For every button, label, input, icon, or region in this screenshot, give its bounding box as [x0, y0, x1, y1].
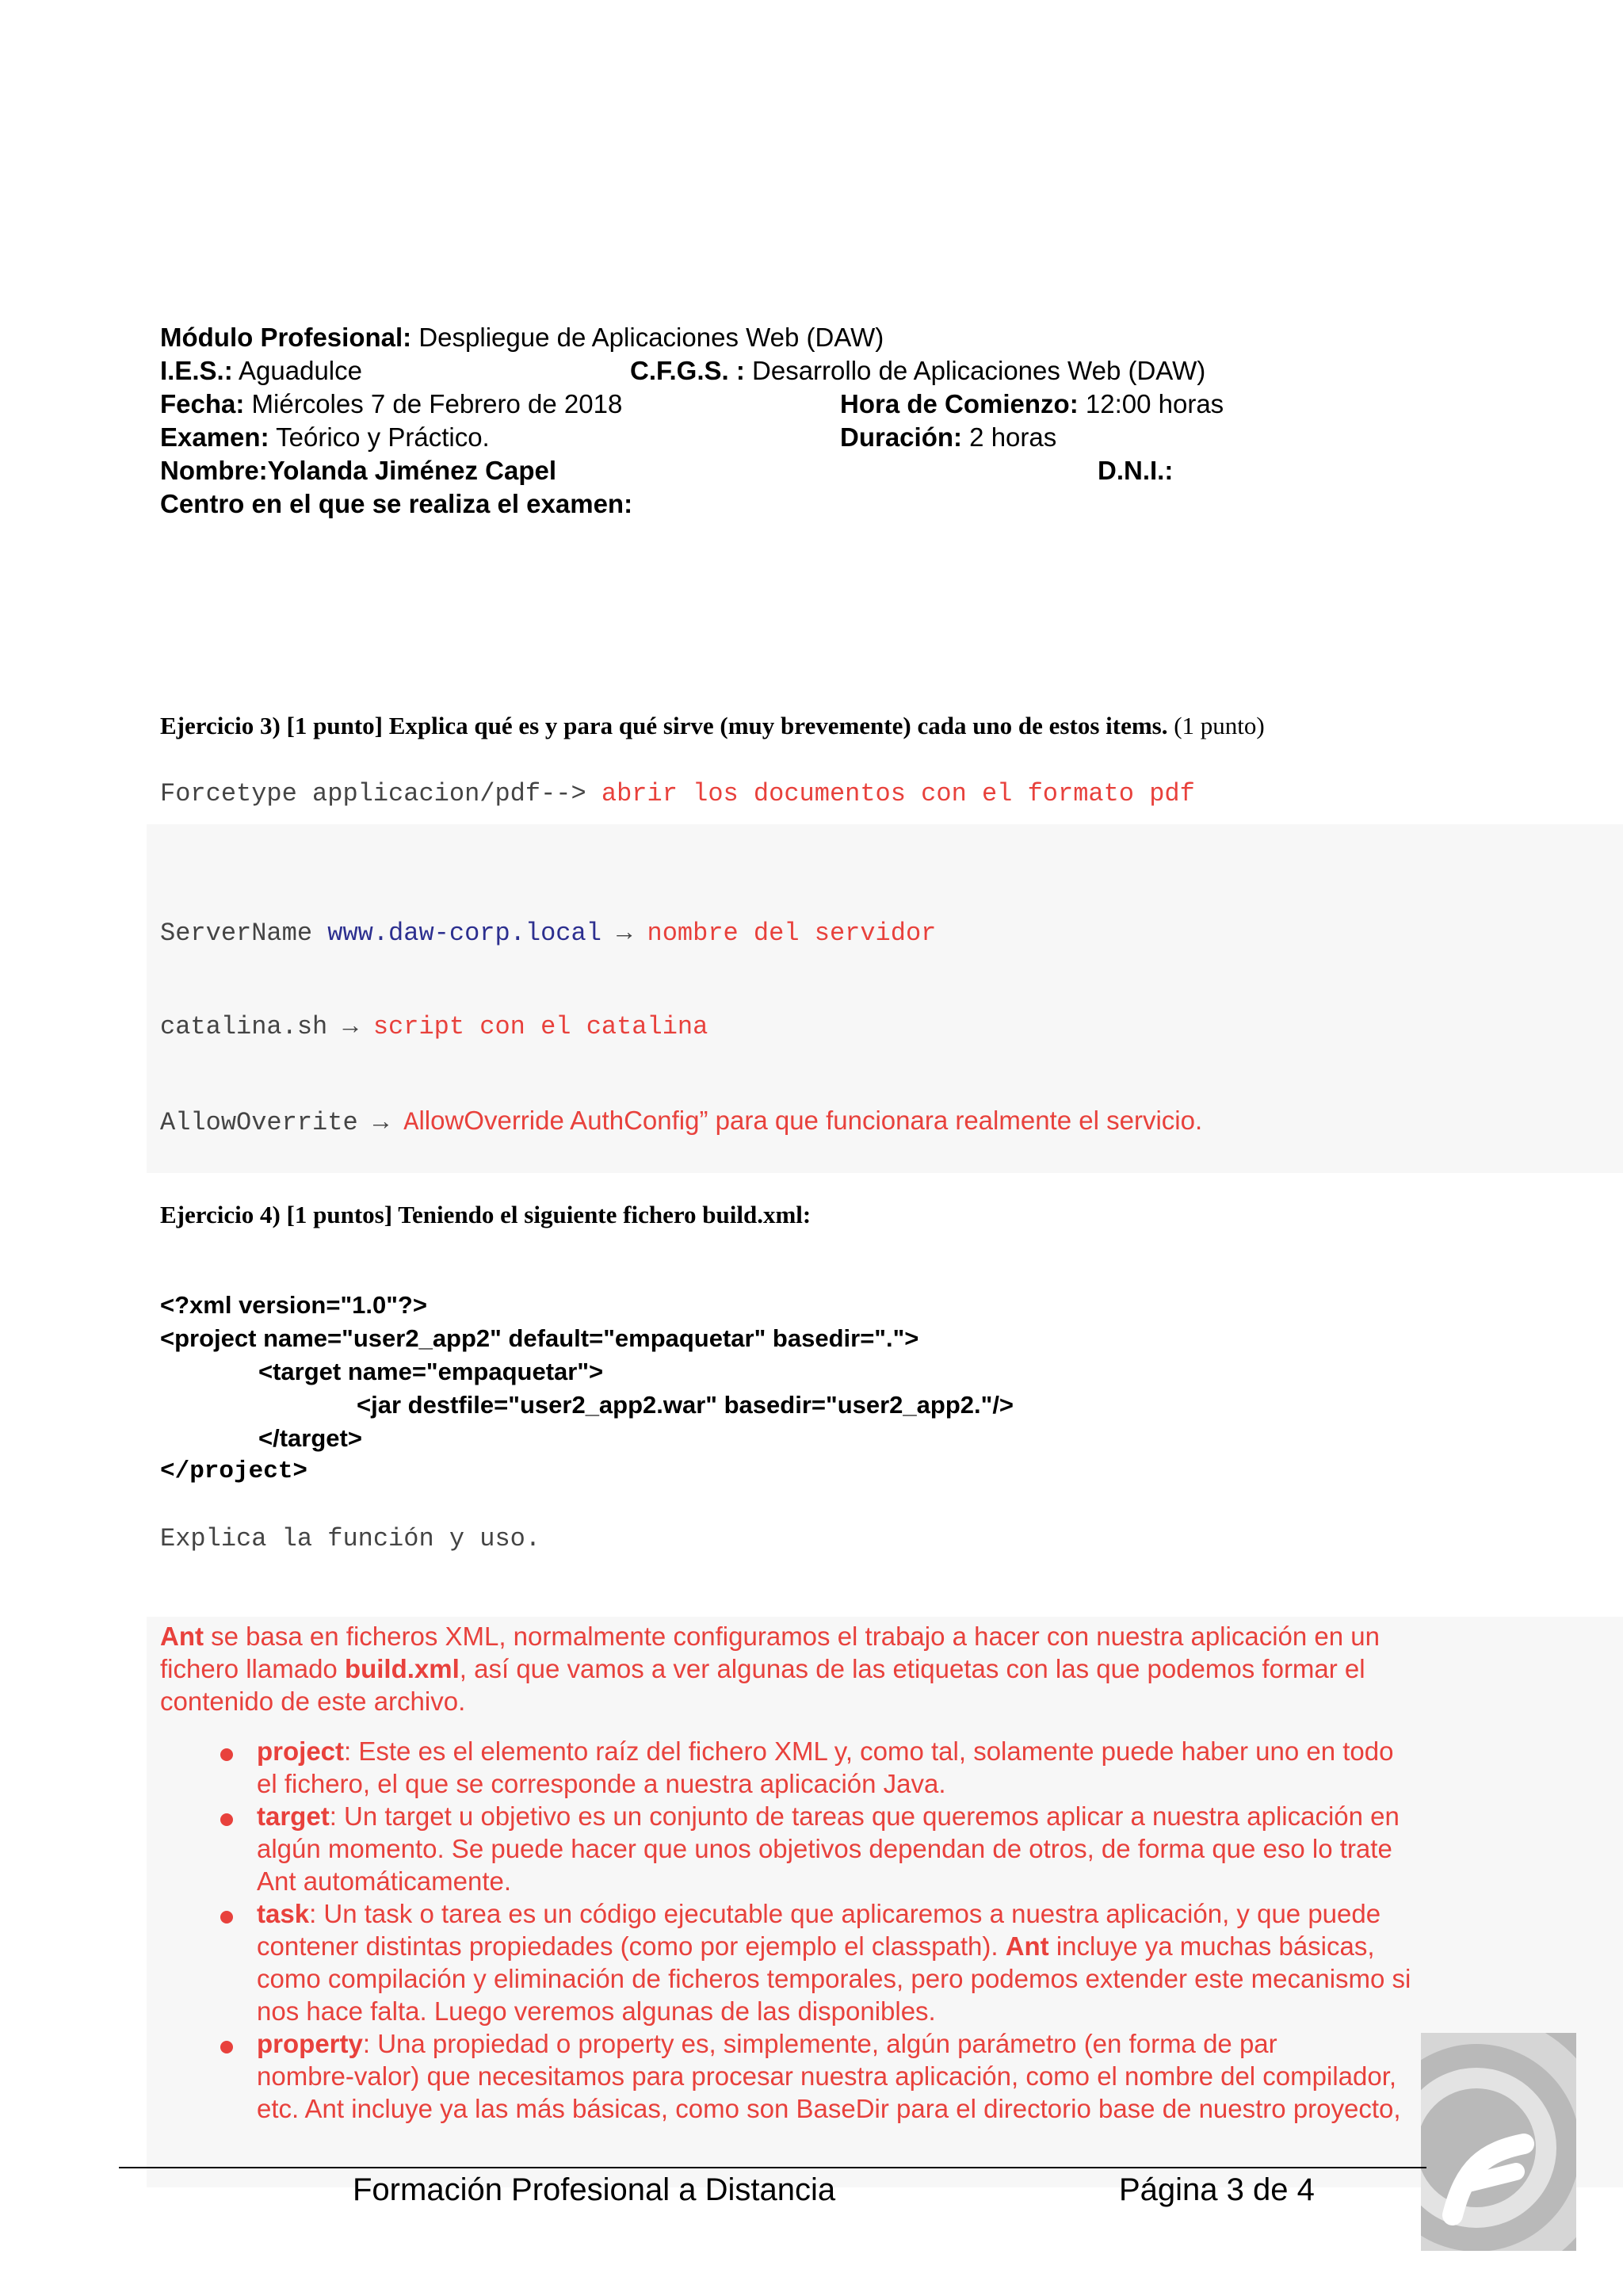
header-ies — [160, 354, 362, 388]
bullet-property-line-1 — [257, 2027, 1277, 2060]
modulo-label: Módulo Profesional: — [160, 323, 412, 352]
bullet-icon — [220, 1748, 233, 1761]
footer-right: Página 3 de 4 — [1119, 2172, 1315, 2207]
footer-rule — [119, 2167, 1426, 2168]
cfgs-label: C.F.G.S. : — [630, 356, 745, 385]
item-forcetype — [160, 779, 1195, 808]
bullet-icon — [220, 1813, 233, 1826]
bullet-project-line-1 — [257, 1735, 1393, 1767]
ejercicio3-title — [160, 712, 1265, 740]
ejercicio4-title: Ejercicio 4) [1 puntos] Teniendo el siguiente fichero build.xml: — [160, 1201, 812, 1228]
intro-text-2b: , así que vamos a ver algunas de las etiquetas con las que podemos formar el — [459, 1654, 1365, 1683]
bullet-property-line-3: etc. Ant incluye ya las más básicas, como son BaseDir para el directorio base de nuestro proyecto, — [257, 2094, 1401, 2123]
header-centro: Centro en el que se realiza el examen: — [160, 489, 633, 518]
item-answer: abrir los documentos con el formato pdf — [601, 779, 1195, 808]
bullet-task-line-1 — [257, 1897, 1381, 1930]
xml-line-5: </target> — [258, 1424, 362, 1452]
xml-line-6: </project> — [160, 1457, 308, 1485]
xml-line-2: <project name="user2_app2" default="empaquetar" basedir="."> — [160, 1324, 919, 1352]
bullet-text: incluye ya muchas básicas, — [1048, 1931, 1375, 1961]
bullet-term: task — [257, 1899, 310, 1928]
bullet-text: : Este es el elemento raíz del fichero XML y, como tal, solamente puede haber uno en todo — [344, 1736, 1394, 1766]
fecha-value: Miércoles 7 de Febrero de 2018 — [244, 389, 623, 418]
xml-line-3: <target name="empaquetar"> — [258, 1358, 604, 1385]
bullet-property-line-2: nombre-valor) que necesitamos para procesar nuestra aplicación, como el nombre del compilador, — [257, 2061, 1397, 2091]
ejercicio3-title-normal: (1 punto) — [1167, 712, 1265, 739]
header-hora — [840, 388, 1224, 421]
duracion-value: 2 horas — [962, 422, 1057, 452]
modulo-value: Despliegue de Aplicaciones Web (DAW) — [411, 323, 884, 352]
intro-text-1: se basa en ficheros XML, normalmente configuramos el trabajo a hacer con nuestra aplicación en un — [203, 1622, 1380, 1651]
duracion-label: Duración: — [840, 422, 963, 452]
item-code: ServerName — [160, 919, 328, 948]
header-dni: D.N.I.: — [1098, 456, 1174, 485]
item-allowoverride — [160, 1106, 1202, 1137]
header-modulo — [160, 321, 884, 354]
bullet-target-line-3: Ant automáticamente. — [257, 1866, 512, 1896]
item-answer: nombre del servidor — [647, 919, 937, 948]
ant-intro-line-1 — [160, 1620, 1380, 1652]
bullet-term: project — [257, 1736, 345, 1766]
ant-word: Ant — [160, 1622, 204, 1651]
cfgs-value: Desarrollo de Aplicaciones Web (DAW) — [744, 356, 1206, 385]
fp-distancia-logo — [1421, 2033, 1576, 2251]
header-fecha — [160, 388, 622, 421]
hora-label: Hora de Comienzo: — [840, 389, 1079, 418]
intro-text-2a: fichero llamado — [160, 1654, 345, 1683]
xml-line-4: <jar destfile="user2_app2.war" basedir="user2_app2."/> — [357, 1391, 1014, 1419]
header-duracion — [840, 421, 1056, 454]
bullet-task-line-2 — [257, 1930, 1375, 1962]
ant-word: Ant — [1005, 1931, 1049, 1961]
ejercicio3-title-bold: Ejercicio 3) [1 punto] Explica qué es y para qué sirve (muy brevemente) cada uno de estos items. — [160, 712, 1168, 739]
hora-value: 12:00 horas — [1078, 389, 1224, 418]
examen-value: Teórico y Práctico. — [269, 422, 490, 452]
item-code: catalina.sh → — [160, 1012, 373, 1041]
bullet-task-line-4: nos hace falta. Luego veremos algunas de las disponibles. — [257, 1996, 936, 2026]
header-cfgs — [630, 354, 1205, 388]
ies-label: I.E.S.: — [160, 356, 233, 385]
ant-intro-line-2 — [160, 1652, 1365, 1685]
bullet-task-line-3: como compilación y eliminación de ficheros temporales, pero podemos extender este mecanismo si — [257, 1964, 1411, 1993]
item-catalina — [160, 1012, 708, 1041]
item-link: www.daw-corp.local — [327, 919, 601, 948]
item-servername — [160, 919, 936, 948]
ies-value: Aguadulce — [232, 356, 362, 385]
bullet-text: : Un task o tarea es un código ejecutable que aplicaremos a nuestra aplicación, y que puede — [309, 1899, 1381, 1928]
bullet-text: contener distintas propiedades (como por ejemplo el classpath). — [257, 1931, 1006, 1961]
item-answer-first: A — [403, 1108, 419, 1137]
buildxml-word: build.xml — [344, 1654, 460, 1683]
item-answer: script con el catalina — [372, 1012, 708, 1041]
header-examen — [160, 421, 490, 454]
xml-line-1: <?xml version="1.0"?> — [160, 1291, 427, 1319]
bullet-target-line-2: algún momento. Se puede hacer que unos objetivos dependan de otros, de forma que eso lo trate — [257, 1834, 1392, 1863]
item-answer: llowOverride AuthConfig” para que funcionara realmente el servicio. — [418, 1106, 1203, 1135]
examen-label: Examen: — [160, 422, 269, 452]
bullet-project-line-2: el fichero, el que se corresponde a nuestra aplicación Java. — [257, 1769, 946, 1798]
footer-left: Formación Profesional a Distancia — [353, 2172, 836, 2207]
header-nombre: Nombre:Yolanda Jiménez Capel — [160, 456, 557, 485]
item-code: Forcetype applicacion/pdf--> — [160, 779, 601, 808]
ant-intro-line-3: contenido de este archivo. — [160, 1687, 466, 1716]
item-arrow: → — [601, 919, 647, 948]
bullet-text: : Una propiedad o property es, simplemente, algún parámetro (en forma de par — [362, 2029, 1277, 2058]
item-code: AllowOverrite → — [160, 1108, 404, 1137]
bullet-term: target — [257, 1801, 330, 1831]
ejercicio4-question: Explica la función y uso. — [160, 1524, 541, 1553]
bullet-icon — [220, 1911, 233, 1924]
bullet-target-line-1 — [257, 1800, 1400, 1832]
bullet-text: : Un target u objetivo es un conjunto de tareas que queremos aplicar a nuestra aplicación en — [329, 1801, 1400, 1831]
bullet-icon — [220, 2041, 233, 2053]
fecha-label: Fecha: — [160, 389, 245, 418]
bullet-term: property — [257, 2029, 363, 2058]
